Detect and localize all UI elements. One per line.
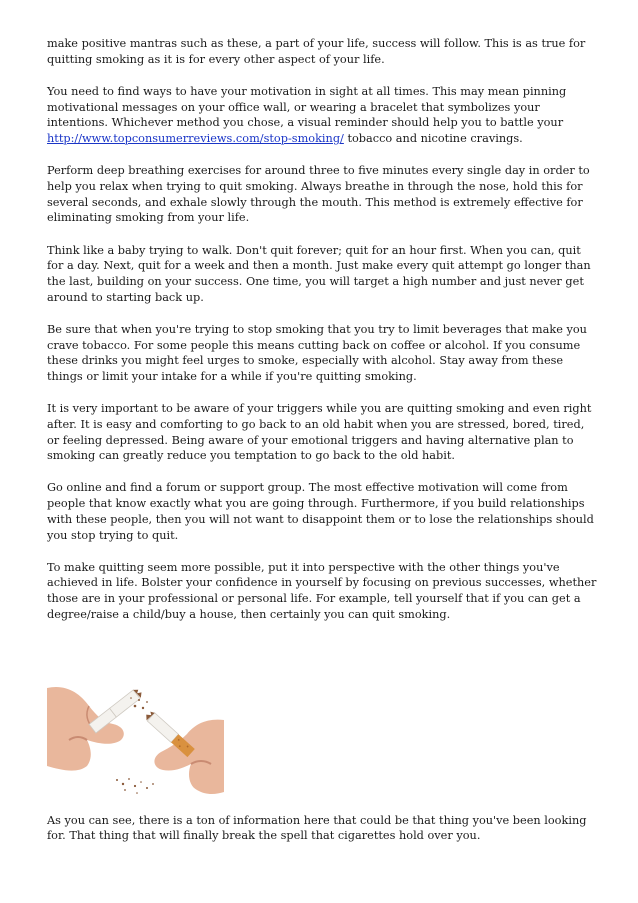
paragraph-9: As you can see, there is a ton of information here that could be that thing you've been looking for. That thing that will finally break the spell that cigarettes hold over you. (47, 813, 587, 843)
paragraph-2-text-after: tobacco and nicotine cravings. (343, 132, 523, 146)
broken-cigarette-image (47, 648, 224, 798)
document-page (47, 36, 599, 861)
paragraph-3: Perform deep breathing exercises for around three to five minutes every single day in order to help you relax when trying to quit smoking. Always breathe in through the nose, hold this for several seconds, and exhale slowly through the mouth. This method is extremely effective for eliminating smoking from your life. (47, 164, 590, 225)
paragraph-1: make positive mantras such as these, a part of your life, success will follow. This is as true for quitting smoking as it is for every other aspect of your life. (47, 37, 586, 66)
stop-smoking-link[interactable]: http://www.topconsumerreviews.com/stop-smoking/ (47, 132, 344, 146)
paragraph-8: To make quitting seem more possible, put it into perspective with the other things you've achieved in life. Bolster your confidence in yourself by focusing on previous successes, whether those are in your professional or personal life. For example, tell yourself that if you can get a degree/raise a child/buy a house, then certainly you can quit smoking. (47, 560, 597, 621)
paragraph-2-text-before: You need to find ways to have your motivation in sight at all times. This may mean pinning motivational messages on your office wall, or wearing a bracelet that symbolizes your intentions. Whichever method you chose, a visual reminder should help you to battle your (47, 84, 567, 130)
paragraph-2 (47, 84, 599, 147)
left-hand (47, 687, 124, 771)
paragraph-7: Go online and find a forum or support group. The most effective motivation will come from people that know exactly what you are going through. Furthermore, if you build relationships with these people, then you will not want to disappoint them or to lose the relationships should you stop trying to quit. (47, 481, 594, 542)
broken-cigarette-hands-icon (47, 648, 224, 798)
paragraph-6: It is very important to be aware of your triggers while you are quitting smoking and even right after. It is easy and comforting to go back to an old habit when you are stressed, bored, tired, or feeling depressed. Being aware of your emotional triggers and having alternative plan to smoking can greatly reduce you temptation to go back to the old habit. (47, 402, 592, 463)
paragraph-5: Be sure that when you're trying to stop smoking that you try to limit beverages that make you crave tobacco. For some people this means cutting back on coffee or alcohol. If you consume these drinks you might feel urges to smoke, especially with alcohol. Stay away from these things or limit your intake for a while if you're quitting smoking. (47, 322, 587, 383)
paragraph-4: Think like a baby trying to walk. Don't quit forever; quit for an hour first. When you can, quit for a day. Next, quit for a week and then a month. Just make every quit attempt go longer than the last, building on your success. One time, you will target a high number and just never get around to starting back up. (47, 243, 591, 304)
